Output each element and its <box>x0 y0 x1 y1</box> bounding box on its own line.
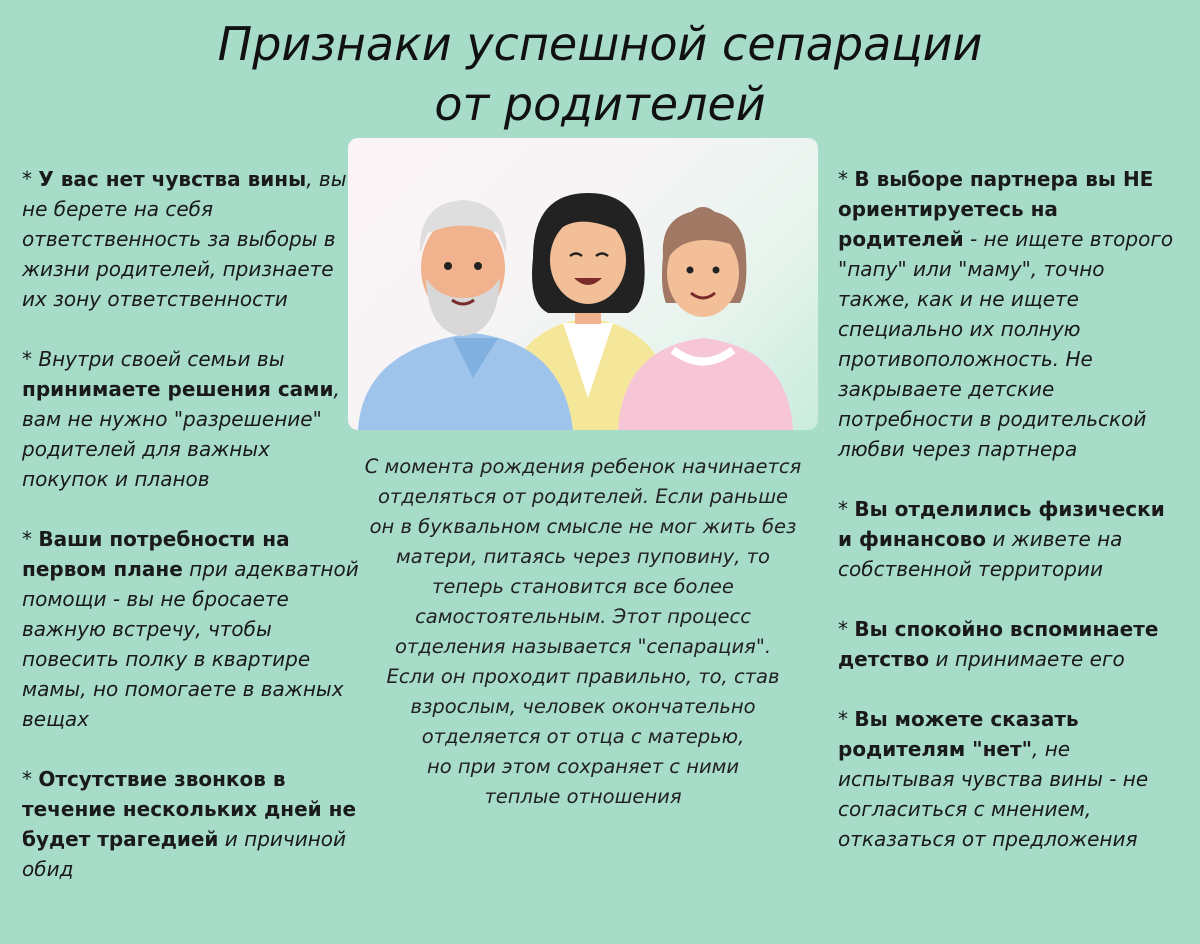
intro-line: но при этом сохраняет с ними <box>426 755 740 778</box>
intro-line: отделяться от родителей. Если раньше <box>377 485 789 508</box>
intro-line: самостоятельным. Этот процесс <box>415 605 751 628</box>
title-line-1: Признаки успешной сепарации <box>217 17 983 71</box>
intro-line: теперь становится все более <box>432 575 734 598</box>
intro-line: взрослым, человек окончательно <box>410 695 756 718</box>
right-item-3: * Вы спокойно вспоминаете детство и принимаете его <box>838 617 1159 671</box>
intro-line: отделяется от отца с матерью, <box>421 725 745 748</box>
family-illustration <box>348 138 818 430</box>
left-item-3: * Ваши потребности на первом плане при адекватной помощи - вы не бросаете важную встречу, чтобы повесить полку в квартире мамы, но помогаете в важных вещах <box>22 527 359 731</box>
left-item-4: * Отсутствие звонков в течение нескольких дней не будет трагедией и причиной обид <box>22 767 357 881</box>
left-item-2: * Внутри своей семьи вы принимаете решения сами, вам не нужно "разрешение" родителей для важных покупок и планов <box>22 347 340 491</box>
intro-line: отделения называется "сепарация". <box>394 635 772 658</box>
intro-line: Если он проходит правильно, то, став <box>386 665 780 688</box>
right-item-1: * В выборе партнера вы НЕ ориентируетесь на родителей - не ищете второго "папу" или "маму", точно также, как и не ищете специально их полную противоположность. Не закрываете детские потребности в родительской любви через партнера <box>838 167 1174 461</box>
intro-line: С момента рождения ребенок начинается <box>364 455 802 478</box>
intro-line: он в буквальном смысле не мог жить без <box>369 515 797 538</box>
intro-line: теплые отношения <box>484 785 682 808</box>
right-column <box>838 164 1183 884</box>
intro-text <box>348 452 818 812</box>
right-item-2: * Вы отделились физически и финансово и живете на собственной территории <box>838 497 1165 581</box>
page-title <box>0 14 1200 134</box>
right-item-4: * Вы можете сказать родителям "нет", не испытывая чувства вины - не согласиться с мнением, отказаться от предложения <box>838 707 1149 851</box>
left-item-1: * У вас нет чувства вины, вы не берете на себя ответственность за выборы в жизни родителей, признаете их зону ответственности <box>22 167 347 311</box>
title-line-2: от родителей <box>434 77 766 131</box>
left-column <box>22 164 362 914</box>
intro-line: матери, питаясь через пуповину, то <box>396 545 770 568</box>
